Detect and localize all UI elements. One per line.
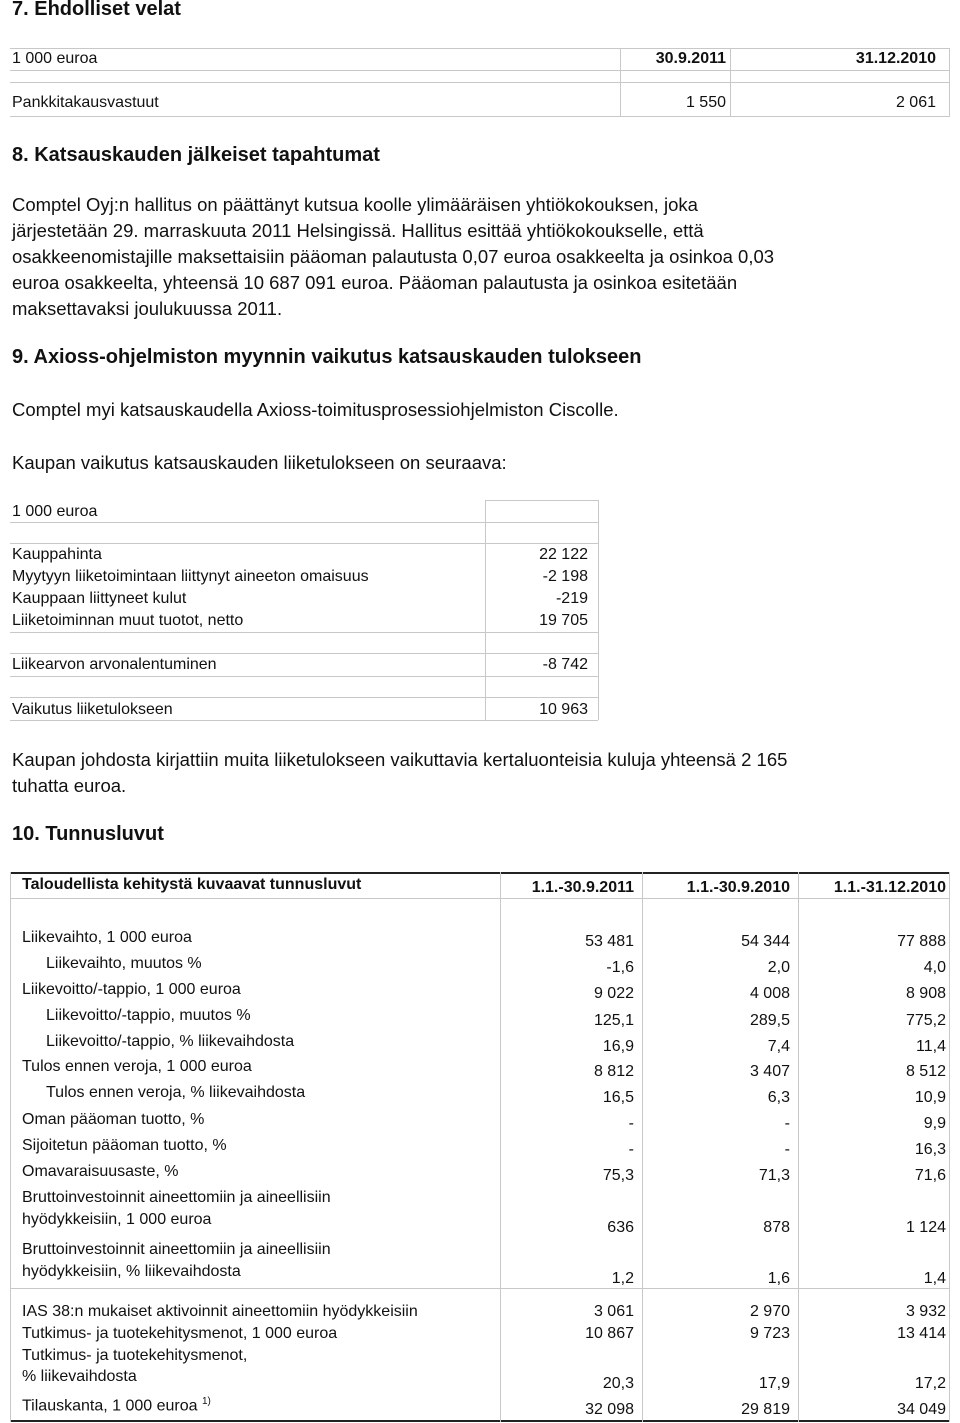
section-9-heading: 9. Axioss-ohjelmiston myynnin vaikutus katsauskauden tulokseen [12, 346, 642, 368]
divider [10, 70, 950, 71]
table-header-label: Taloudellista kehitystä kuvaavat tunnusluvut [22, 876, 362, 893]
table-cell: 8 908 [905, 985, 946, 1002]
table-cell: 19 705 [539, 612, 588, 629]
divider [10, 872, 11, 1422]
text-line: Comptel Oyj:n hallitus on päättänyt kutsua koolle ylimääräisen yhtiökokouksen, joka [12, 194, 698, 215]
table-cell: - [628, 1115, 634, 1132]
text-line: maksettavaksi joulukuussa 2011. [12, 298, 283, 319]
divider [10, 898, 950, 899]
table-cell: 10 963 [539, 701, 588, 718]
table-cell: 775,2 [905, 1012, 946, 1029]
table-cell: 77 888 [897, 933, 946, 950]
table-header-col: 31.12.2010 [855, 50, 936, 67]
table-cell: 22 122 [539, 546, 588, 563]
table-cell: 9,9 [923, 1115, 946, 1132]
divider [10, 1420, 950, 1422]
divider [10, 720, 598, 721]
table-cell: 2,0 [767, 959, 790, 976]
section-9-paragraph: Comptel myi katsauskaudella Axioss-toimitusprosessiohjelmiston Ciscolle. [12, 399, 619, 420]
divider [485, 500, 486, 720]
table-cell: 54 344 [741, 933, 790, 950]
table-cell: 11,4 [916, 1038, 946, 1055]
table-cell: 10 867 [585, 1325, 634, 1342]
table-cell: -2 198 [542, 568, 588, 585]
table-cell: 636 [607, 1219, 634, 1236]
table-cell: 3 932 [905, 1303, 946, 1320]
text-line: euroa osakkeelta, yhteensä 10 687 091 euroa. Pääoman palautusta ja osinkoa esitetään [12, 272, 738, 293]
table-cell: 20,3 [602, 1375, 634, 1392]
table-cell: -8 742 [542, 656, 588, 673]
table-cell: 1,2 [611, 1270, 634, 1287]
divider [949, 48, 950, 116]
table-row-label: IAS 38:n mukaiset aktivoinnit aineettomiin hyödykkeisiin [22, 1303, 418, 1320]
section-8-heading: 8. Katsauskauden jälkeiset tapahtumat [12, 144, 380, 166]
table-cell: 3 061 [593, 1303, 634, 1320]
table-cell: - [784, 1141, 790, 1158]
divider [10, 872, 950, 874]
table-cell: -1,6 [606, 959, 634, 976]
table-cell: 75,3 [602, 1167, 634, 1184]
table-cell: 8 812 [593, 1063, 634, 1080]
table-cell: 1 124 [905, 1219, 946, 1236]
table-cell: - [628, 1141, 634, 1158]
table-row-label: Tutkimus- ja tuotekehitysmenot, [22, 1347, 248, 1364]
table-header-col: 30.9.2011 [655, 50, 726, 67]
table-cell: 1,6 [767, 1270, 790, 1287]
section-10-heading: 10. Tunnusluvut [12, 823, 164, 845]
table-cell: 8 512 [905, 1063, 946, 1080]
table-cell: 17,2 [914, 1375, 946, 1392]
divider [10, 116, 950, 117]
table-cell: 16,5 [602, 1089, 634, 1106]
table-header-label: 1 000 euroa [12, 50, 98, 67]
divider [10, 676, 598, 677]
table-row-label: Tulos ennen veroja, 1 000 euroa [22, 1058, 252, 1075]
table-cell: 34 049 [897, 1401, 946, 1418]
divider [949, 872, 950, 1422]
text-line: tuhatta euroa. [12, 775, 127, 796]
table-cell: 9 022 [593, 985, 634, 1002]
table-cell: 32 098 [585, 1401, 634, 1418]
table-row-label: Omavaraisuusaste, % [22, 1163, 179, 1180]
table-cell: 13 414 [897, 1325, 946, 1342]
table-row-label: Liikevoitto/-tappio, 1 000 euroa [22, 981, 241, 998]
table-cell: 1,4 [923, 1270, 946, 1287]
text-line: Kaupan johdosta kirjattiin muita liiketulokseen vaikuttavia kertaluonteisia kuluja yhteensä 2 165 [12, 749, 788, 770]
table-cell: 53 481 [585, 933, 634, 950]
table-row-label: Tutkimus- ja tuotekehitysmenot, 1 000 euroa [22, 1325, 338, 1342]
divider [10, 697, 598, 698]
table-cell: 71,6 [914, 1167, 946, 1184]
table-row-label: Pankkitakausvastuut [12, 94, 159, 111]
table-cell: -219 [555, 590, 588, 607]
table-row-label: Liikevoitto/-tappio, % liikevaihdosta [46, 1033, 295, 1050]
table-row-label: Liikevaihto, 1 000 euroa [22, 929, 192, 946]
table-cell: 17,9 [758, 1375, 790, 1392]
divider [10, 522, 598, 523]
divider [10, 653, 598, 654]
table-row-label [22, 1396, 211, 1415]
table-cell: 2 970 [749, 1303, 790, 1320]
text-line: osakkeenomistajille maksettaisiin pääoman palautusta 0,07 euroa osakkeelta ja osinkoa 0,03 [12, 246, 775, 267]
table-row-label: Vaikutus liiketulokseen [12, 701, 173, 718]
table-row-label: Liikearvon arvonalentuminen [12, 656, 217, 673]
table-row-label: hyödykkeisiin, 1 000 euroa [22, 1211, 212, 1228]
table-cell: 2 061 [895, 94, 936, 111]
table-cell: 1 550 [685, 94, 726, 111]
section-7-heading: 7. Ehdolliset velat [12, 0, 181, 20]
table-cell: 3 407 [749, 1063, 790, 1080]
text-line: järjestetään 29. marraskuuta 2011 Helsingissä. Hallitus esittää yhtiökokoukselle, että [12, 220, 704, 241]
table-cell: 16,9 [602, 1038, 634, 1055]
table-header-label: 1 000 euroa [12, 503, 98, 520]
divider [10, 632, 598, 633]
table-cell: - [784, 1115, 790, 1132]
table-row-label: Myytyyn liiketoimintaan liittynyt aineeton omaisuus [12, 568, 369, 585]
divider [10, 543, 598, 544]
table-cell: 125,1 [593, 1012, 634, 1029]
table-header-col: 1.1.-30.9.2011 [531, 879, 634, 896]
divider [10, 82, 950, 83]
table-row-label: Liiketoiminnan muut tuotot, netto [12, 612, 244, 629]
table-row-label: Liikevaihto, muutos % [46, 955, 202, 972]
table-row-label: % liikevaihdosta [22, 1368, 137, 1385]
table-cell: 289,5 [749, 1012, 790, 1029]
table-row-label: Tulos ennen veroja, % liikevaihdosta [46, 1084, 306, 1101]
table-row-label: Kauppahinta [12, 546, 102, 563]
table-row-label: Kauppaan liittyneet kulut [12, 590, 187, 607]
table-cell: 4 008 [749, 985, 790, 1002]
footnote-marker: 1) [201, 1396, 211, 1407]
divider [10, 1288, 950, 1289]
divider [485, 500, 598, 501]
section-8-paragraph [12, 192, 774, 322]
section-9-paragraph [12, 747, 787, 799]
divider [10, 48, 950, 49]
table-cell: 9 723 [749, 1325, 790, 1342]
table-row-label: Oman pääoman tuotto, % [22, 1111, 205, 1128]
table-row-label: hyödykkeisiin, % liikevaihdosta [22, 1263, 241, 1280]
table-cell: 29 819 [741, 1401, 790, 1418]
table-cell: 71,3 [758, 1167, 790, 1184]
table-cell: 6,3 [767, 1089, 790, 1106]
table-row-label: Bruttoinvestoinnit aineettomiin ja aineellisiin [22, 1189, 331, 1206]
table-cell: 4,0 [923, 959, 946, 976]
table-cell: 878 [763, 1219, 790, 1236]
table-header-col: 1.1.-31.12.2010 [833, 879, 946, 896]
section-9-paragraph: Kaupan vaikutus katsauskauden liiketulokseen on seuraava: [12, 452, 507, 473]
table-cell: 7,4 [767, 1038, 790, 1055]
table-cell: 16,3 [914, 1141, 946, 1158]
table-cell: 10,9 [914, 1089, 946, 1106]
table-row-label: Sijoitetun pääoman tuotto, % [22, 1137, 227, 1154]
divider [598, 500, 599, 720]
table-header-col: 1.1.-30.9.2010 [686, 879, 790, 896]
table-row-label: Bruttoinvestoinnit aineettomiin ja aineellisiin [22, 1241, 331, 1258]
table-row-label: Liikevoitto/-tappio, muutos % [46, 1007, 251, 1024]
row-label-text: Tilauskanta, 1 000 euroa [22, 1397, 198, 1415]
